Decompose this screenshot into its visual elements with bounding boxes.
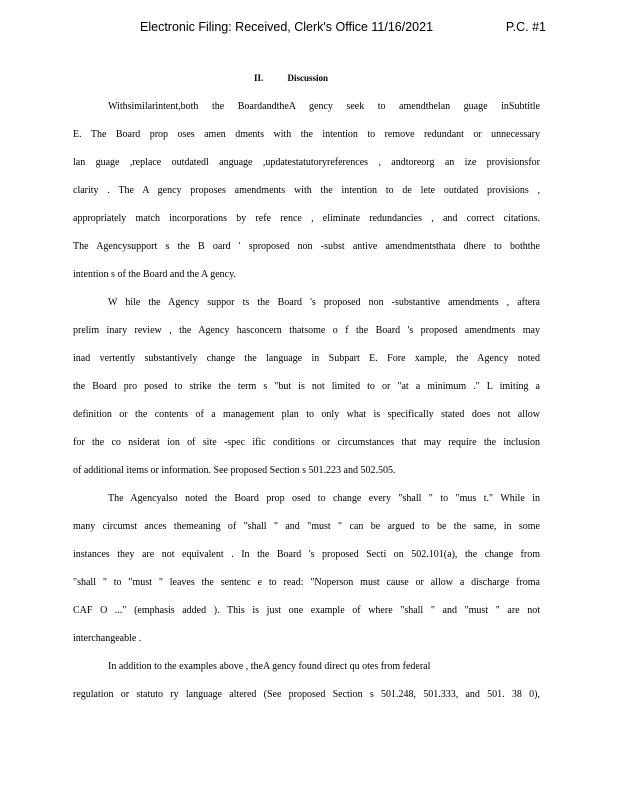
text-line: interchangeable . <box>73 633 142 644</box>
text-line: appropriately match incorporations by refe rence , eliminate redundancies , and correct citations. <box>73 213 540 224</box>
text-line: W hile the Agency suppor ts the Board 's proposed non -substantive amendments , aftera <box>108 297 540 308</box>
text-line: CAF O ..." (emphasis added ). This is just one example of where "shall " and "must " are not <box>73 605 540 616</box>
text-line: for the co nsiderat ion of site -spec ific conditions or circumstances that may require the inclusion <box>73 437 540 448</box>
text-line: clarity . The A gency proposes amendments with the intention to de lete outdated provisions , <box>73 185 540 196</box>
text-line: "shall " to "must " leaves the sentenc e to read: "Noperson must cause or allow a discharge froma <box>73 577 540 588</box>
text-line: The Agencysupport s the B oard ' sproposed non -subst antive amendmentsthata dhere to boththe <box>73 241 540 252</box>
text-line: Withsimilarintent,both the BoardandtheA gency seek to amendthelan guage inSubtitle <box>108 101 540 112</box>
public-comment-number: P.C. #1 <box>505 20 546 34</box>
text-line: inad vertently substantively change the language in Subpart E. Fore xample, the Agency noted <box>73 353 540 364</box>
text-line: prelim inary review , the Agency hasconcern thatsome o f the Board 's proposed amendments may <box>73 325 540 336</box>
section-heading <box>254 73 328 83</box>
filing-stamp-header <box>140 20 546 34</box>
text-line: The Agencyalso noted the Board prop osed to change every "shall " to "mus t." While in <box>108 493 540 504</box>
text-line: In addition to the examples above , theA gency found direct qu otes from federal <box>108 661 431 672</box>
text-line: the Board pro posed to strike the term s "but is not limited to or "at a minimum ." L imiting a <box>73 381 540 392</box>
text-line: lan guage ,replace outdatedl anguage ,updatestatutoryreferences , andtoreorg an ize provisionsfor <box>73 157 540 168</box>
section-number: II. <box>254 73 264 83</box>
text-line: regulation or statuto ry language altered (See proposed Section s 501.248, 501.333, and 501. 38 0), <box>73 689 540 700</box>
text-line: intention s of the Board and the A gency. <box>73 269 236 280</box>
text-line: E. The Board prop oses amen dments with the intention to remove redundant or unnecessary <box>73 129 540 140</box>
text-line: instances they are not equivalent . In the Board 's proposed Secti on 502.101(a), the change from <box>73 549 540 560</box>
text-line: many circumst ances themeaning of "shall " and "must " can be argued to be the same, in some <box>73 521 540 532</box>
text-line: of additional items or information. See proposed Section s 501.223 and 502.505. <box>73 465 396 476</box>
section-title: Discussion <box>287 73 329 83</box>
filing-stamp: Electronic Filing: Received, Clerk's Office 11/16/2021 <box>140 20 434 34</box>
text-line: definition or the contents of a management plan to only what is specifically stated does not allow <box>73 409 540 420</box>
